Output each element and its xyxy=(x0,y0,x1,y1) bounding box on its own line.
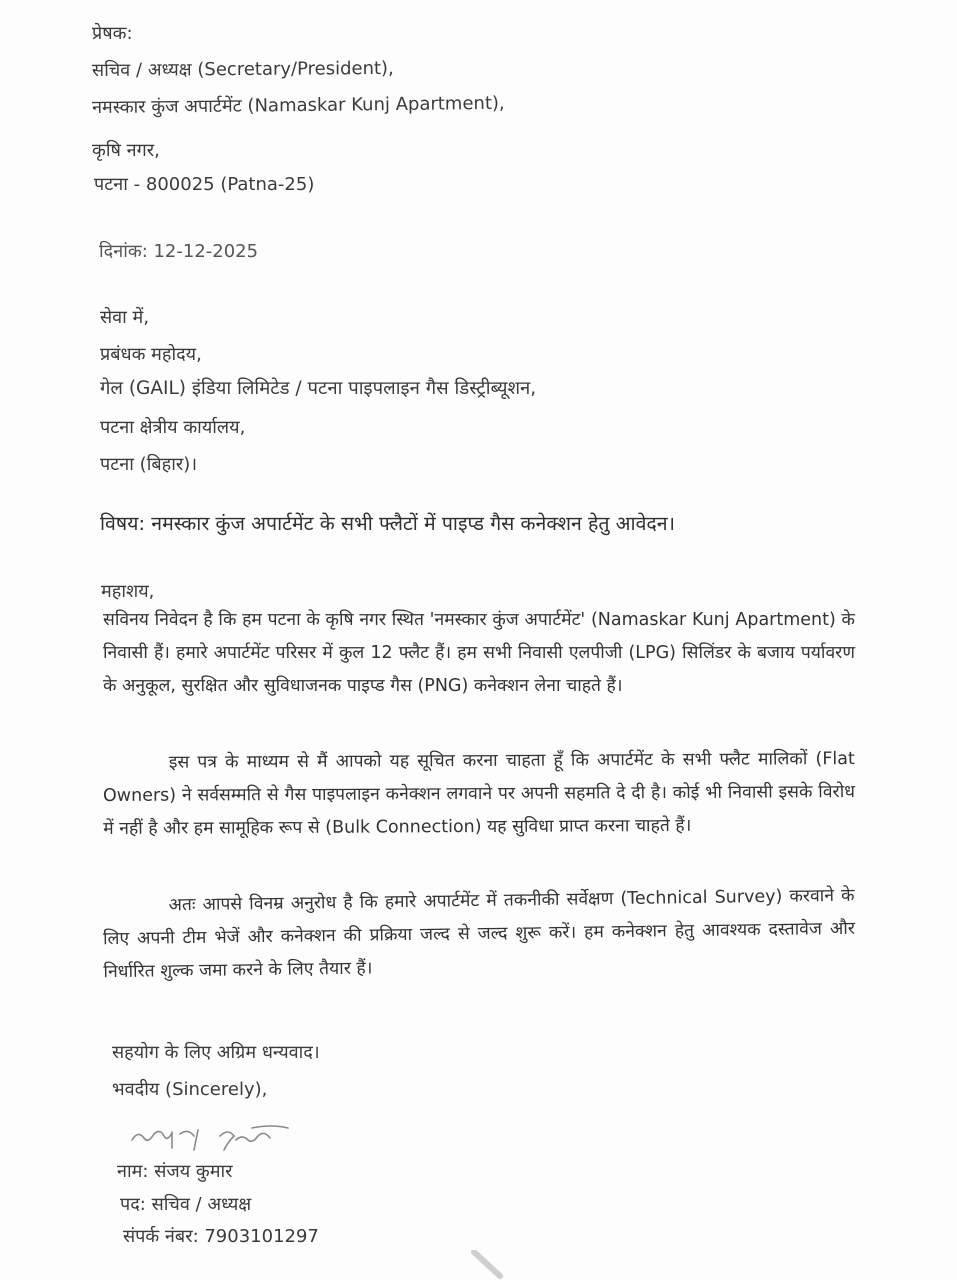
body-paragraph-1: सविनय निवेदन है कि हम पटना के कृषि नगर स्थित 'नमस्कार कुंज अपार्टमेंट' (Namaskar Kunj Apartment) के निवासी हैं। हमारे अपार्टमेंट परिसर में कुल 12 फ्लैट हैं। हम सभी निवासी एलपीजी (LPG) सिलिंडर के बजाय पर्यावरण के अनुकूल, सुरक्षित और सुविधाजनक पाइप्ड गैस (PNG) कनेक्शन लेना चाहते हैं। xyxy=(103,610,855,696)
recipient-city: पटना (बिहार)। xyxy=(100,454,198,475)
recipient-greeting: सेवा में, xyxy=(100,307,150,328)
body-paragraph-3: अतः आपसे विनम्र अनुरोध है कि हमारे अपार्टमेंट में तकनीकी सर्वेक्षण (Technical Survey) करवाने के लिए अपनी टीम भेजें और कनेक्शन की प्रक्रिया जल्द से जल्द शुरू करें। हम कनेक्शन हेतु आवश्यक दस्तावेज और निर्धारित शुल्क जमा करने के लिए तैयार हैं। xyxy=(102,885,856,983)
sender-name: नाम: संजय कुमार xyxy=(117,1161,233,1182)
salutation: महाशय, xyxy=(101,581,155,602)
sender-post: पद: सचिव / अध्यक्ष xyxy=(120,1194,252,1215)
letter-date: दिनांक: 12-12-2025 xyxy=(99,241,259,262)
handwritten-signature xyxy=(128,1118,298,1162)
sender-designation: सचिव / अध्यक्ष (Secretary/President), xyxy=(91,57,394,82)
sender-contact: संपर्क नंबर: 7903101297 xyxy=(123,1226,319,1247)
sender-apartment: नमस्कार कुंज अपार्टमेंट (Namaskar Kunj Apartment), xyxy=(91,92,505,119)
sender-city: पटना - 800025 (Patna-25) xyxy=(94,174,315,195)
letter-subject: विषय: नमस्कार कुंज अपार्टमेंट के सभी फ्लैटों में पाइप्ड गैस कनेक्शन हेतु आवेदन। xyxy=(100,512,676,535)
recipient-company: गेल (GAIL) इंडिया लिमिटेड / पटना पाइपलाइन गैस डिस्ट्रीब्यूशन, xyxy=(100,378,537,399)
sender-locality: कृषि नगर, xyxy=(92,140,160,161)
sender-label: प्रेषक: xyxy=(92,23,133,44)
recipient-title: प्रबंधक महोदय, xyxy=(100,344,202,365)
scan-mark xyxy=(470,1250,530,1280)
closing-thanks: सहयोग के लिए अग्रिम धन्यवाद। xyxy=(112,1042,320,1063)
recipient-office: पटना क्षेत्रीय कार्यालय, xyxy=(100,417,246,438)
closing-sincerely: भवदीय (Sincerely), xyxy=(112,1079,268,1100)
body-paragraph-2: इस पत्र के माध्यम से मैं आपको यह सूचित करना चाहता हूँ कि अपार्टमेंट के सभी फ्लैट मालिकों (Flat Owners) ने सर्वसम्मति से गैस पाइपलाइन कनेक्शन लगवाने पर अपनी सहमति दे दी है। कोई भी निवासी इसके विरोध में नहीं है और हम सामूहिक रूप से (Bulk Connection) यह सुविधा प्राप्त करना चाहते हैं। xyxy=(102,749,856,839)
